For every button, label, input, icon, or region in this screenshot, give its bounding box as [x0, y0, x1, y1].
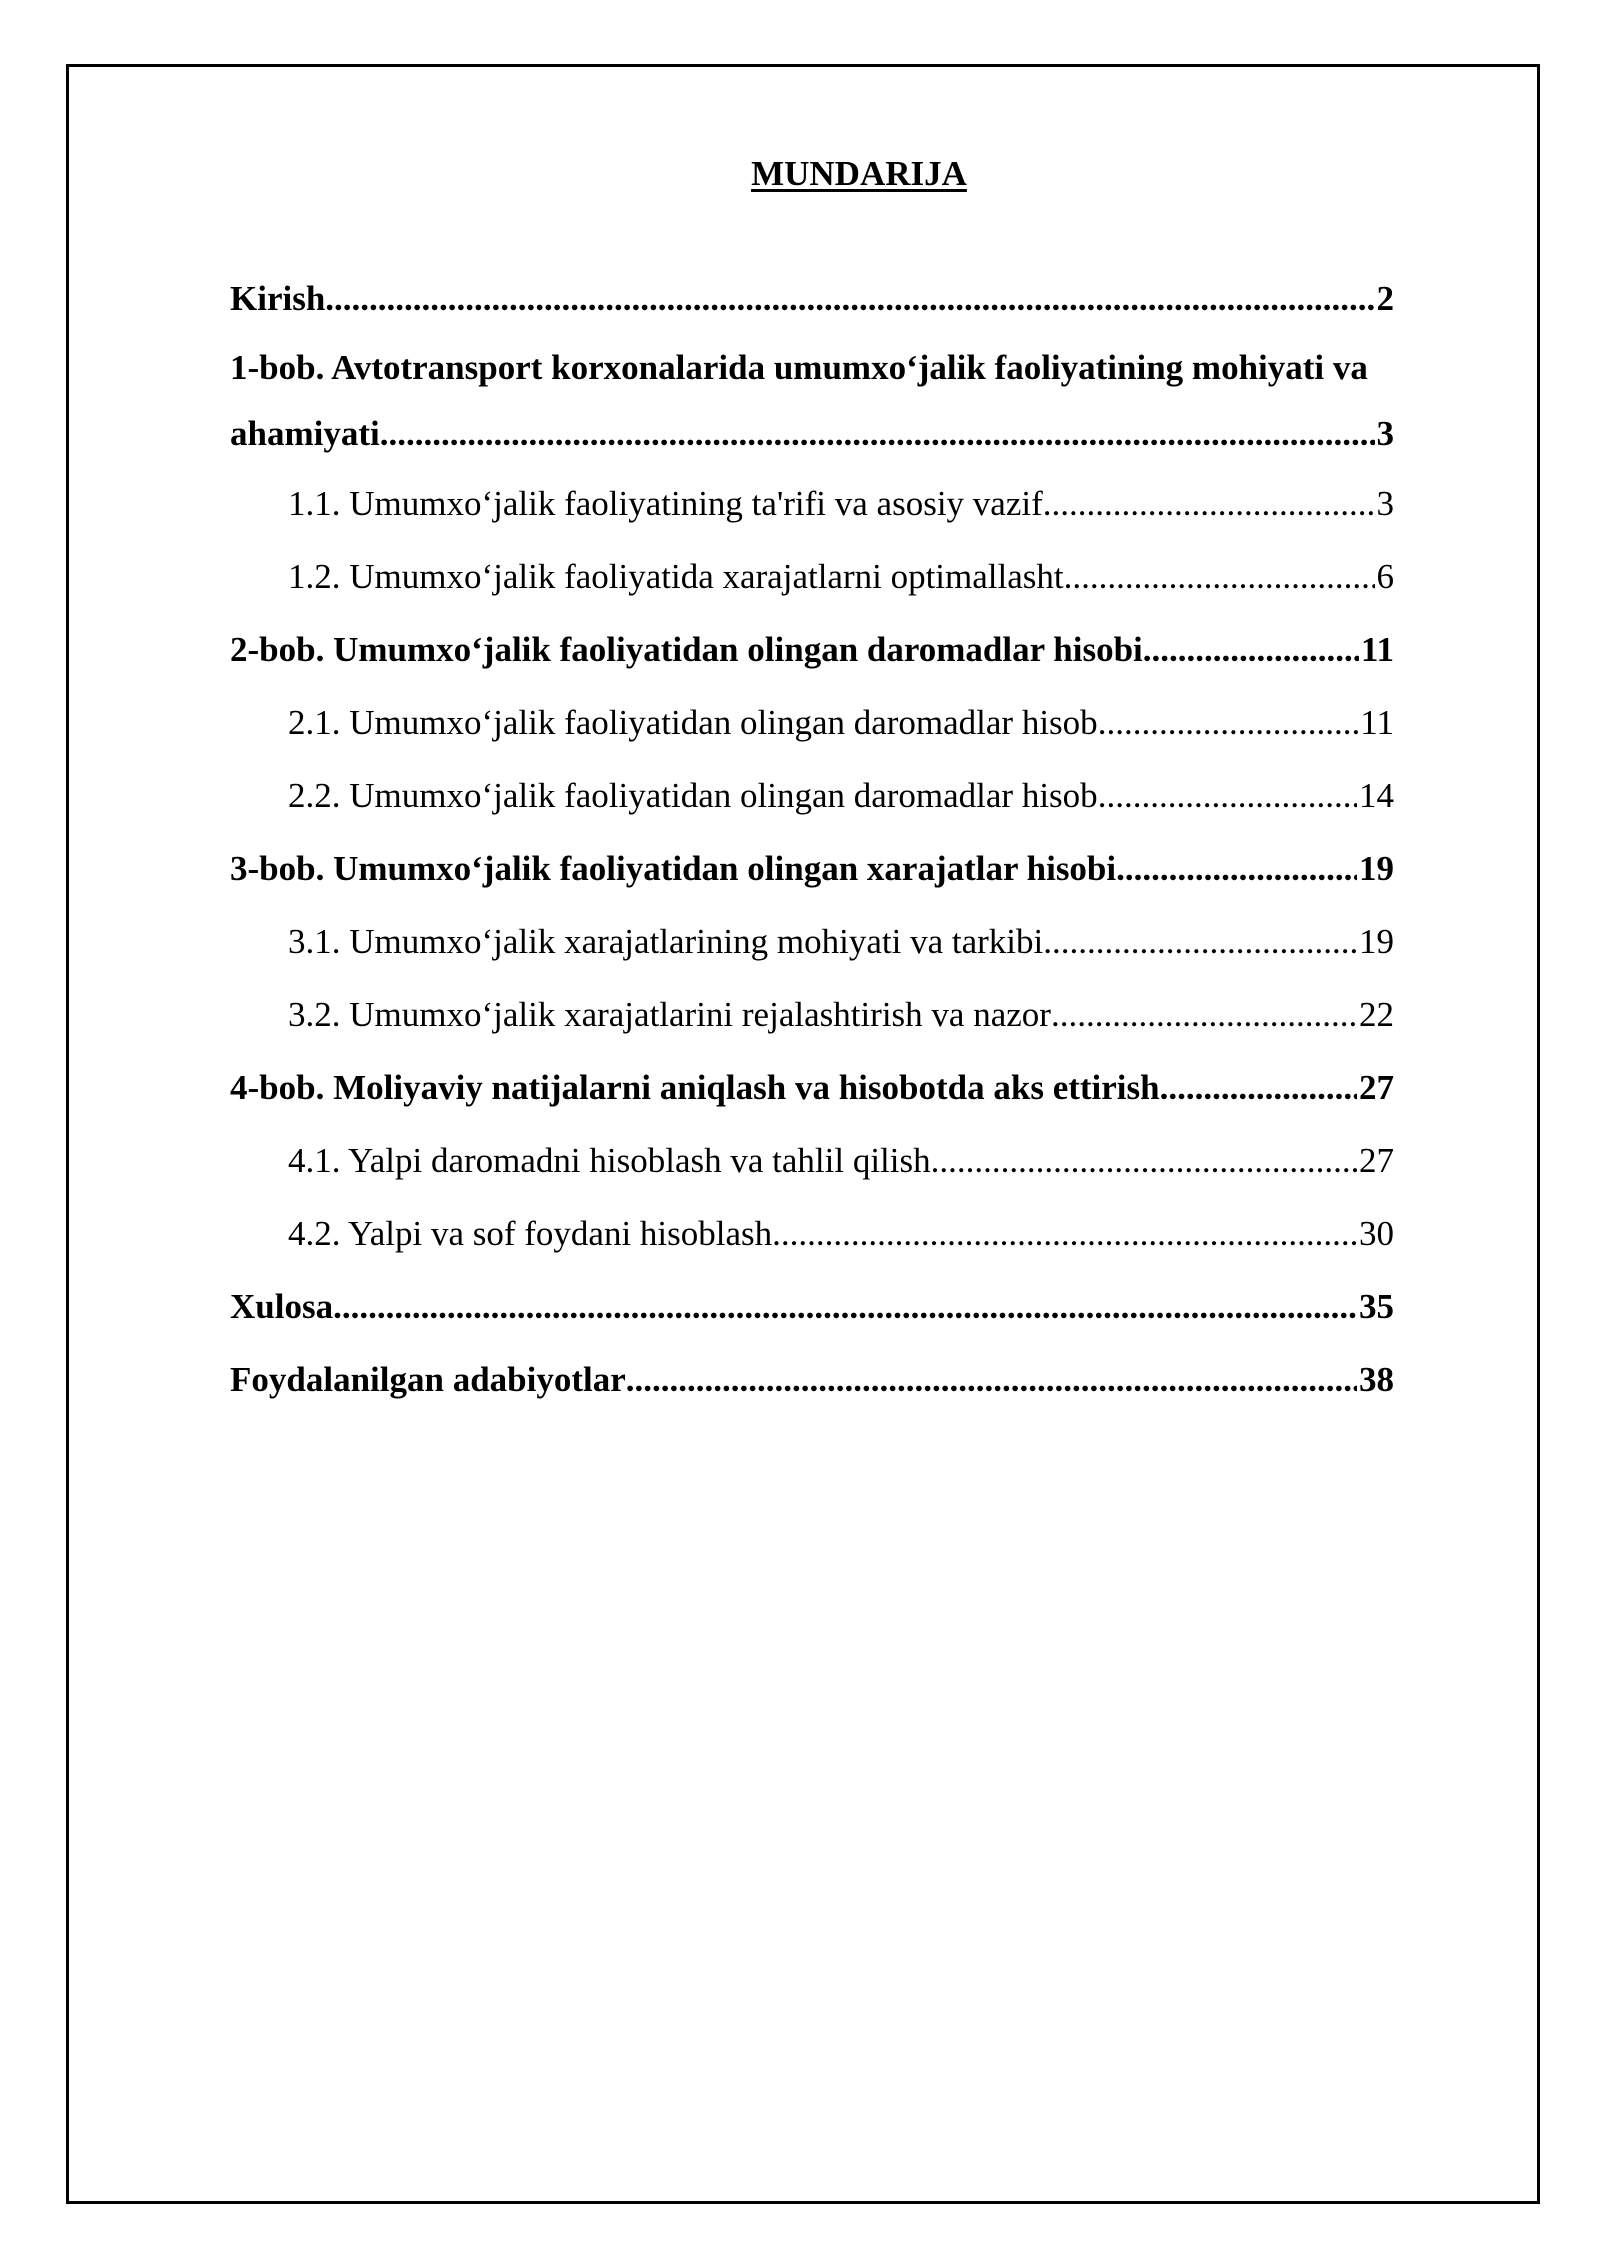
toc-entry-label: 3.2. Umumxo‘jalik xarajatlarini rejalashtirish va nazor: [288, 995, 1051, 1034]
toc-entry-page: 11: [1360, 703, 1394, 742]
toc-entry-page: 35: [1359, 1287, 1394, 1326]
dot-leader: [333, 1270, 1357, 1343]
toc-entry-label: 4.2. Yalpi va sof foydani hisoblash: [288, 1214, 773, 1253]
dot-leader: [1116, 832, 1357, 905]
dot-leader: [1043, 467, 1375, 540]
dot-leader: [325, 262, 1374, 335]
dot-leader: [1043, 905, 1357, 978]
dot-leader: [1098, 759, 1357, 832]
toc-entry-page: 11: [1360, 630, 1394, 669]
toc-entry-label: 2-bob. Umumxo‘jalik faoliyatidan olingan daromadlar hisobi: [230, 630, 1143, 669]
toc-entry-4-2[interactable]: [230, 1197, 1472, 1270]
toc-entry-page: 38: [1359, 1360, 1394, 1399]
toc-entry-label: Xulosa: [230, 1287, 334, 1326]
toc-entry-page: 14: [1359, 776, 1394, 815]
toc-entry-references[interactable]: [230, 1343, 1472, 1416]
toc-entry-page: 3: [1376, 414, 1394, 453]
toc-entry-page: 19: [1359, 922, 1394, 961]
toc-entry-4-1[interactable]: [230, 1124, 1472, 1197]
toc-entry-label: 1.2. Umumxo‘jalik faoliyatida xarajatlarni optimallasht: [288, 557, 1064, 596]
toc-entry-page: 3: [1376, 484, 1394, 523]
toc-entry-2-1[interactable]: [230, 686, 1472, 759]
dot-leader: [931, 1124, 1357, 1197]
toc-entry-chapter-2[interactable]: [230, 613, 1472, 686]
toc-entry-label: 3.1. Umumxo‘jalik xarajatlarining mohiyati va tarkibi: [288, 922, 1044, 961]
toc-entry-page: 22: [1359, 995, 1394, 1034]
toc-entry-chapter-4[interactable]: [230, 1051, 1472, 1124]
toc-entry-xulosa[interactable]: [230, 1270, 1472, 1343]
dot-leader: [380, 401, 1375, 467]
dot-leader: [1051, 978, 1357, 1051]
toc-entry-label: Foydalanilgan adabiyotlar: [230, 1360, 626, 1399]
toc-entry-label: 2.1. Umumxo‘jalik faoliyatidan olingan daromadlar hisob: [288, 703, 1098, 742]
toc-entry-page: 19: [1359, 849, 1394, 888]
dot-leader: [1098, 686, 1359, 759]
toc-entry-1-2[interactable]: [230, 540, 1472, 613]
toc-entry-3-1[interactable]: [230, 905, 1472, 978]
toc-entry-page: 30: [1359, 1214, 1394, 1253]
dot-leader: [1143, 613, 1359, 686]
toc-entry-1-1[interactable]: [230, 467, 1472, 540]
page-title: MUNDARIJA: [751, 154, 967, 193]
toc-entry-page: 27: [1359, 1141, 1394, 1180]
dot-leader: [1160, 1051, 1357, 1124]
toc-entry-label: 4.1. Yalpi daromadni hisoblash va tahlil qilish: [288, 1141, 931, 1180]
toc-entry-label: Kirish: [230, 279, 326, 318]
toc-entry-label: ahamiyati: [230, 414, 380, 453]
toc-entry-page: 6: [1376, 557, 1394, 596]
toc-entry-label: 4-bob. Moliyaviy natijalarni aniqlash va hisobotda aks ettirish: [230, 1068, 1160, 1107]
toc-entry-label: 1.1. Umumxo‘jalik faoliyatining ta'rifi va asosiy vazif: [288, 484, 1043, 523]
toc-entry-label-line1: 1-bob. Avtotransport korxonalarida umumxo‘jalik faoliyatining mohiyati va: [230, 348, 1368, 387]
toc-entry-page: 27: [1359, 1068, 1394, 1107]
toc-entry-kirish[interactable]: [230, 262, 1472, 335]
toc-entry-label: 3-bob. Umumxo‘jalik faoliyatidan olingan xarajatlar hisobi: [230, 849, 1117, 888]
toc-entry-chapter-3[interactable]: [230, 832, 1472, 905]
toc-entry-2-2[interactable]: [230, 759, 1472, 832]
dot-leader: [626, 1343, 1357, 1416]
dot-leader: [772, 1197, 1357, 1270]
toc-entry-3-2[interactable]: [230, 978, 1472, 1051]
toc-entry-chapter-1[interactable]: [230, 335, 1472, 467]
toc-entry-page: 2: [1376, 279, 1394, 318]
toc-entry-label: 2.2. Umumxo‘jalik faoliyatidan olingan daromadlar hisob: [288, 776, 1098, 815]
dot-leader: [1064, 540, 1375, 613]
table-of-contents: [230, 262, 1472, 1416]
